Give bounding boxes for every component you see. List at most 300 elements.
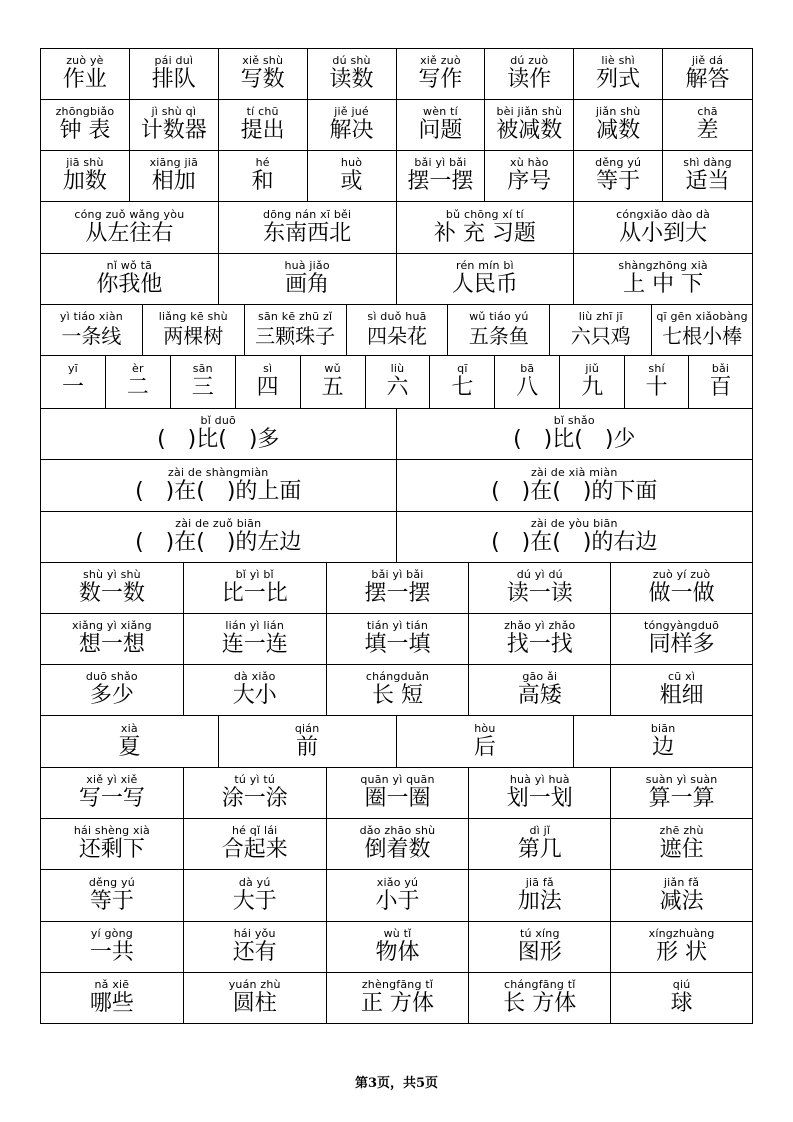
vocab-cell: [184, 819, 327, 869]
hanzi-text: ( )在( )的上面: [135, 478, 302, 504]
pinyin-text: nǐ wǒ tā: [106, 259, 153, 272]
hanzi-text: 十: [645, 375, 668, 400]
pinyin-text: dú yì dú: [516, 568, 563, 581]
hanzi-text: 两棵树: [163, 324, 224, 348]
pinyin-text: hòu: [474, 721, 496, 735]
hanzi-text: 适当: [685, 169, 730, 194]
hanzi-text: 等于: [89, 888, 134, 914]
vocab-cell: [219, 100, 308, 150]
pinyin-text: qī gēn xiǎobàng: [656, 310, 748, 323]
hanzi-text: 九: [581, 375, 604, 400]
vocab-cell: [469, 973, 611, 1023]
hanzi-text: 四朵花: [367, 324, 427, 348]
vocab-cell: [130, 49, 219, 99]
pinyin-text: hái yǒu: [233, 927, 276, 940]
pinyin-text: jiā shù: [66, 156, 104, 169]
vocab-cell: [611, 614, 753, 664]
hanzi-text: 一共: [89, 940, 134, 965]
pinyin-text: dà xiǎo: [233, 670, 276, 683]
hanzi-text: 还剩下: [78, 837, 145, 862]
pinyin-text: bǎi yì bǎi: [414, 156, 467, 169]
hanzi-text: 计数器: [140, 118, 207, 143]
hanzi-text: 球: [670, 991, 693, 1016]
pinyin-text: hé: [255, 156, 270, 169]
hanzi-text: 写作: [418, 67, 463, 92]
vocab-cell: [41, 356, 106, 408]
vocab-cell: [41, 202, 219, 253]
pinyin-text: tián yì tián: [366, 619, 429, 632]
hanzi-text: 读数: [329, 67, 374, 92]
vocab-cell: [41, 409, 397, 459]
pinyin-text: sì: [263, 362, 273, 375]
pinyin-text: zhē zhù: [659, 824, 704, 837]
hanzi-text: 等于: [596, 169, 641, 194]
hanzi-text: 序号: [507, 169, 552, 194]
table-row: [40, 150, 753, 201]
hanzi-text: 写一写: [78, 786, 145, 811]
hanzi-text: 摆一摆: [364, 581, 431, 606]
pinyin-text: zuò yí zuò: [652, 568, 711, 581]
table-row: [40, 355, 753, 408]
vocab-cell: [327, 768, 470, 818]
vocab-cell: [308, 151, 397, 201]
hanzi-text: 摆一摆: [407, 169, 474, 194]
vocab-cell: [41, 973, 184, 1023]
vocab-cell: [41, 922, 184, 972]
hanzi-text: 图形: [517, 940, 562, 965]
pinyin-text: huà yì huà: [509, 773, 570, 786]
vocab-cell: [236, 356, 301, 408]
vocab-cell: [327, 665, 470, 715]
table-row: [40, 818, 753, 869]
hanzi-text: 四: [256, 375, 279, 400]
hanzi-text: ( )在( )的右边: [491, 530, 658, 555]
pinyin-text: bǎi yì bǎi: [371, 568, 424, 581]
pinyin-text: shí: [648, 362, 665, 375]
pinyin-text: quān yì quān: [360, 773, 435, 786]
hanzi-text: ( )在( )的下面: [491, 478, 658, 504]
pinyin-text: xù hào: [510, 156, 549, 169]
pinyin-text: jiā fǎ: [525, 875, 554, 889]
pinyin-text: sān: [192, 362, 213, 375]
vocab-cell: [41, 716, 219, 767]
vocab-cell: [41, 151, 130, 201]
pinyin-text: chángduǎn: [365, 670, 430, 683]
pinyin-text: liù: [390, 362, 405, 375]
hanzi-text: 三颗珠子: [255, 324, 336, 348]
hanzi-text: 八: [516, 375, 539, 400]
hanzi-text: 百: [709, 375, 732, 400]
table-row: [40, 48, 753, 99]
hanzi-text: 划一划: [506, 786, 573, 811]
vocab-cell: [184, 870, 327, 921]
hanzi-text: 写数: [240, 67, 285, 92]
hanzi-text: 形 状: [656, 940, 708, 965]
vocab-cell: [327, 922, 470, 972]
hanzi-text: 二: [126, 375, 149, 400]
hanzi-text: 哪些: [89, 991, 134, 1016]
pinyin-text: huà jiǎo: [284, 259, 330, 272]
pinyin-text: xiǎng yì xiǎng: [71, 619, 152, 632]
pinyin-text: zhōngbiǎo: [55, 105, 115, 118]
hanzi-text: 粗细: [659, 683, 704, 708]
hanzi-text: 读一读: [506, 581, 573, 606]
hanzi-text: 钟 表: [59, 118, 111, 143]
hanzi-text: 五: [321, 375, 344, 400]
pinyin-text: wù tǐ: [383, 927, 412, 940]
vocab-cell: [397, 100, 486, 150]
hanzi-text: 圈一圈: [364, 786, 431, 811]
hanzi-text: 遮住: [659, 837, 704, 862]
vocab-cell: [574, 202, 753, 253]
hanzi-text: 前: [296, 734, 319, 760]
hanzi-text: 作业: [62, 67, 107, 92]
pinyin-text: xiǎo yú: [376, 875, 419, 889]
vocab-cell: [485, 49, 574, 99]
pinyin-text: zài de zuǒ biān: [175, 517, 262, 530]
vocab-cell: [469, 819, 611, 869]
vocab-cell: [397, 49, 486, 99]
hanzi-text: 五条鱼: [468, 324, 529, 348]
vocab-cell: [469, 563, 611, 613]
vocab-cell: [41, 254, 219, 304]
vocab-cell: [625, 356, 689, 408]
vocab-cell: [219, 716, 397, 767]
pinyin-text: zuò yè: [66, 54, 104, 67]
table-row: [40, 99, 753, 150]
pinyin-text: dú zuò: [510, 54, 549, 67]
vocab-cell: [663, 49, 753, 99]
hanzi-text: 倒着数: [364, 837, 431, 862]
table-row: [40, 921, 753, 972]
vocab-cell: [611, 973, 753, 1023]
hanzi-text: 上 中 下: [623, 272, 704, 297]
vocab-cell: [219, 202, 397, 253]
pinyin-text: bǐ duō: [200, 414, 236, 427]
hanzi-text: 第几: [517, 837, 562, 862]
hanzi-text: 和: [251, 169, 274, 194]
hanzi-text: 列式: [596, 67, 641, 92]
vocab-cell: [130, 151, 219, 201]
vocab-cell: [41, 49, 130, 99]
table-row: [40, 459, 753, 511]
table-row: [40, 304, 753, 355]
hanzi-text: 差: [696, 118, 719, 143]
pinyin-text: zài de xià miàn: [530, 465, 618, 479]
pinyin-text: jiǎn shù: [595, 105, 641, 118]
pinyin-text: zhǎo yì zhǎo: [504, 619, 576, 632]
vocab-cell: [611, 665, 753, 715]
hanzi-text: 一条线: [61, 324, 122, 348]
vocab-cell: [327, 614, 470, 664]
pinyin-text: bā: [520, 362, 535, 375]
table-row: [40, 511, 753, 562]
hanzi-text: 数一数: [78, 581, 145, 606]
vocab-cell: [469, 768, 611, 818]
pinyin-text: jì shù qì: [151, 105, 197, 118]
hanzi-text: 算一算: [648, 786, 715, 811]
vocab-cell: [397, 151, 486, 201]
table-row: [40, 972, 753, 1024]
hanzi-text: 边: [652, 734, 675, 760]
vocab-cell: [397, 460, 754, 511]
vocab-cell: [652, 305, 753, 355]
hanzi-text: 或: [340, 169, 363, 194]
hanzi-text: 长 短: [371, 683, 423, 708]
pinyin-text: jiě jué: [334, 105, 369, 118]
hanzi-text: 物体: [375, 940, 420, 965]
pinyin-text: zhèngfāng tǐ: [361, 978, 434, 991]
hanzi-text: 大于: [232, 888, 277, 914]
pinyin-text: dú shù: [332, 54, 371, 67]
vocab-cell: [41, 870, 184, 921]
pinyin-text: qián: [294, 721, 320, 735]
vocab-cell: [611, 768, 753, 818]
pinyin-text: lián yì lián: [225, 619, 284, 632]
table-row: [40, 715, 753, 767]
vocab-cell: [41, 768, 184, 818]
pinyin-text: zài de yòu biān: [530, 517, 618, 530]
pinyin-text: liǎng kē shù: [158, 310, 228, 323]
hanzi-text: 补 充 习题: [433, 220, 536, 246]
hanzi-text: 加法: [517, 888, 562, 914]
pinyin-text: hé qǐ lái: [231, 824, 278, 837]
pinyin-text: dì jǐ: [529, 824, 551, 837]
table-row: [40, 408, 753, 459]
hanzi-text: 加数: [62, 169, 107, 194]
vocab-cell: [560, 356, 625, 408]
hanzi-text: 人民币: [451, 272, 518, 297]
hanzi-text: 三: [191, 375, 214, 400]
vocab-cell: [397, 716, 575, 767]
pinyin-text: cóngxiǎo dào dà: [616, 207, 711, 221]
vocab-cell: [550, 305, 652, 355]
vocab-cell: [143, 305, 245, 355]
pinyin-text: qī: [457, 362, 468, 375]
pinyin-text: sì duǒ huā: [367, 310, 427, 323]
pinyin-text: rén mín bì: [455, 259, 514, 272]
table-row: [40, 253, 753, 304]
pinyin-text: gāo ǎi: [522, 670, 558, 683]
table-row: [40, 869, 753, 921]
pinyin-text: yī: [67, 362, 78, 375]
vocab-cell: [485, 100, 574, 150]
vocab-cell: [41, 460, 397, 511]
vocab-cell: [574, 49, 663, 99]
hanzi-text: 多少: [89, 683, 134, 708]
pinyin-text: děng yú: [595, 156, 642, 169]
hanzi-text: 小于: [375, 888, 420, 914]
vocab-cell: [219, 49, 308, 99]
pinyin-text: jiǎn fǎ: [663, 875, 700, 889]
pinyin-text: shàngzhōng xià: [618, 259, 708, 272]
pinyin-text: xiāng jiā: [149, 156, 199, 169]
vocab-cell: [663, 100, 753, 150]
pinyin-text: qiú: [672, 978, 691, 991]
hanzi-text: 解决: [329, 118, 374, 143]
table-row: [40, 562, 753, 613]
vocab-cell: [327, 819, 470, 869]
pinyin-text: dà yú: [238, 875, 271, 889]
vocab-cell: [611, 563, 753, 613]
vocab-cell: [397, 254, 575, 304]
vocab-cell: [611, 870, 753, 921]
hanzi-text: 从左往右: [85, 220, 174, 246]
vocab-cell: [184, 614, 327, 664]
hanzi-text: 相加: [151, 169, 196, 194]
vocab-cell: [689, 356, 753, 408]
pinyin-text: tí chū: [246, 105, 279, 118]
hanzi-text: 六只鸡: [570, 324, 631, 348]
vocab-cell: [245, 305, 347, 355]
hanzi-text: 合起来: [221, 837, 288, 862]
vocab-cell: [130, 100, 219, 150]
hanzi-text: ( )比( )少: [513, 427, 636, 452]
table-row: [40, 201, 753, 253]
pinyin-text: chā: [697, 105, 718, 118]
pinyin-text: cū xì: [668, 670, 696, 683]
vocab-cell: [347, 305, 449, 355]
pinyin-text: zài de shàngmiàn: [168, 465, 269, 479]
vocab-cell: [308, 49, 397, 99]
pinyin-text: tú yì tú: [234, 773, 276, 786]
pinyin-text: cóng zuǒ wǎng yòu: [74, 207, 185, 221]
hanzi-text: 提出: [240, 118, 285, 143]
hanzi-text: 大小: [232, 683, 277, 708]
hanzi-text: 你我他: [96, 272, 163, 297]
hanzi-text: 夏: [118, 734, 141, 760]
vocab-cell: [184, 973, 327, 1023]
vocab-cell: [327, 563, 470, 613]
pinyin-text: xíngzhuàng: [648, 927, 715, 940]
vocab-cell: [41, 100, 130, 150]
pinyin-text: liù zhī jī: [578, 310, 623, 323]
vocab-cell: [469, 614, 611, 664]
hanzi-text: 读作: [507, 67, 552, 92]
pinyin-text: wèn tí: [423, 105, 458, 118]
vocab-cell: [171, 356, 236, 408]
vocab-cell: [397, 512, 754, 562]
vocab-cell: [219, 254, 397, 304]
pinyin-text: xiě zuò: [420, 54, 461, 67]
hanzi-text: 问题: [418, 118, 463, 143]
pinyin-text: bǔ chōng xí tí: [445, 207, 524, 221]
pinyin-text: sān kē zhū zǐ: [258, 310, 333, 323]
pinyin-text: xiě yì xiě: [86, 773, 138, 786]
hanzi-text: 涂一涂: [221, 786, 288, 811]
vocab-cell: [485, 151, 574, 201]
pinyin-text: èr: [132, 362, 144, 375]
pinyin-text: yí gòng: [90, 927, 133, 940]
hanzi-text: 连一连: [221, 632, 288, 657]
vocab-cell: [41, 665, 184, 715]
pinyin-text: jiǔ: [585, 362, 600, 375]
hanzi-text: 圆柱: [232, 991, 277, 1016]
pinyin-text: chángfāng tǐ: [504, 978, 576, 991]
vocab-cell: [106, 356, 171, 408]
hanzi-text: 正 方体: [360, 991, 434, 1016]
vocab-cell: [41, 614, 184, 664]
hanzi-text: 被减数: [496, 118, 563, 143]
vocab-cell: [611, 922, 753, 972]
table-row: [40, 767, 753, 818]
vocab-cell: [41, 512, 397, 562]
vocab-cell: [469, 665, 611, 715]
pinyin-text: pái duì: [154, 54, 194, 67]
vocab-cell: [184, 922, 327, 972]
hanzi-text: 解答: [685, 67, 730, 92]
vocab-cell: [184, 563, 327, 613]
pinyin-text: xià: [120, 721, 138, 735]
pinyin-text: huò: [340, 156, 363, 169]
hanzi-text: 减数: [596, 118, 641, 143]
pinyin-text: tú xíng: [519, 927, 560, 940]
pinyin-text: bǐ shǎo: [553, 414, 595, 427]
hanzi-text: 找一找: [506, 632, 573, 657]
vocab-cell: [219, 151, 308, 201]
pinyin-text: bèi jiǎn shù: [496, 105, 563, 118]
pinyin-text: liè shì: [601, 54, 635, 67]
pinyin-text: dōng nán xī běi: [263, 207, 352, 221]
vocab-cell: [184, 768, 327, 818]
hanzi-text: ( )在( )的左边: [135, 530, 302, 555]
hanzi-text: 后: [473, 734, 496, 760]
hanzi-text: 同样多: [648, 632, 715, 657]
hanzi-text: 还有: [232, 940, 277, 965]
page-footer: 第3页，共5页: [354, 1076, 439, 1091]
vocab-cell: [611, 819, 753, 869]
hanzi-text: 七根小棒: [662, 324, 743, 348]
pinyin-text: děng yú: [88, 875, 135, 889]
hanzi-text: 长 方体: [503, 991, 577, 1016]
vocab-cell: [41, 305, 143, 355]
vocab-cell: [397, 409, 754, 459]
hanzi-text: 画角: [285, 272, 330, 297]
hanzi-text: 七: [451, 375, 474, 400]
hanzi-text: 东南西北: [263, 220, 352, 246]
vocabulary-table: [40, 48, 753, 1024]
pinyin-text: bǎi: [711, 362, 730, 375]
vocab-cell: [327, 870, 470, 921]
pinyin-text: tóngyàngduō: [644, 619, 720, 632]
vocab-cell: [327, 973, 470, 1023]
pinyin-text: dǎo zhāo shù: [359, 824, 436, 837]
pinyin-text: yì tiáo xiàn: [59, 310, 123, 323]
vocab-cell: [574, 151, 663, 201]
vocab-cell: [663, 151, 753, 201]
vocab-cell: [469, 922, 611, 972]
vocab-cell: [41, 563, 184, 613]
pinyin-text: shù yì shù: [82, 568, 141, 581]
table-row: [40, 613, 753, 664]
hanzi-text: 想一想: [78, 632, 145, 657]
vocab-cell: [41, 819, 184, 869]
pinyin-text: nǎ xiē: [94, 978, 130, 991]
vocab-cell: [469, 870, 611, 921]
pinyin-text: jiě dá: [691, 54, 724, 67]
vocab-cell: [397, 202, 575, 253]
vocab-cell: [495, 356, 560, 408]
vocab-cell: [574, 100, 663, 150]
hanzi-text: 从小到大: [619, 220, 708, 246]
hanzi-text: 做一做: [648, 581, 715, 606]
vocab-cell: [301, 356, 366, 408]
pinyin-text: wǔ tiáo yú: [469, 310, 529, 323]
vocab-cell: [366, 356, 431, 408]
vocab-cell: [574, 254, 753, 304]
pinyin-text: hái shèng xià: [73, 824, 150, 837]
hanzi-text: 一: [61, 375, 84, 400]
